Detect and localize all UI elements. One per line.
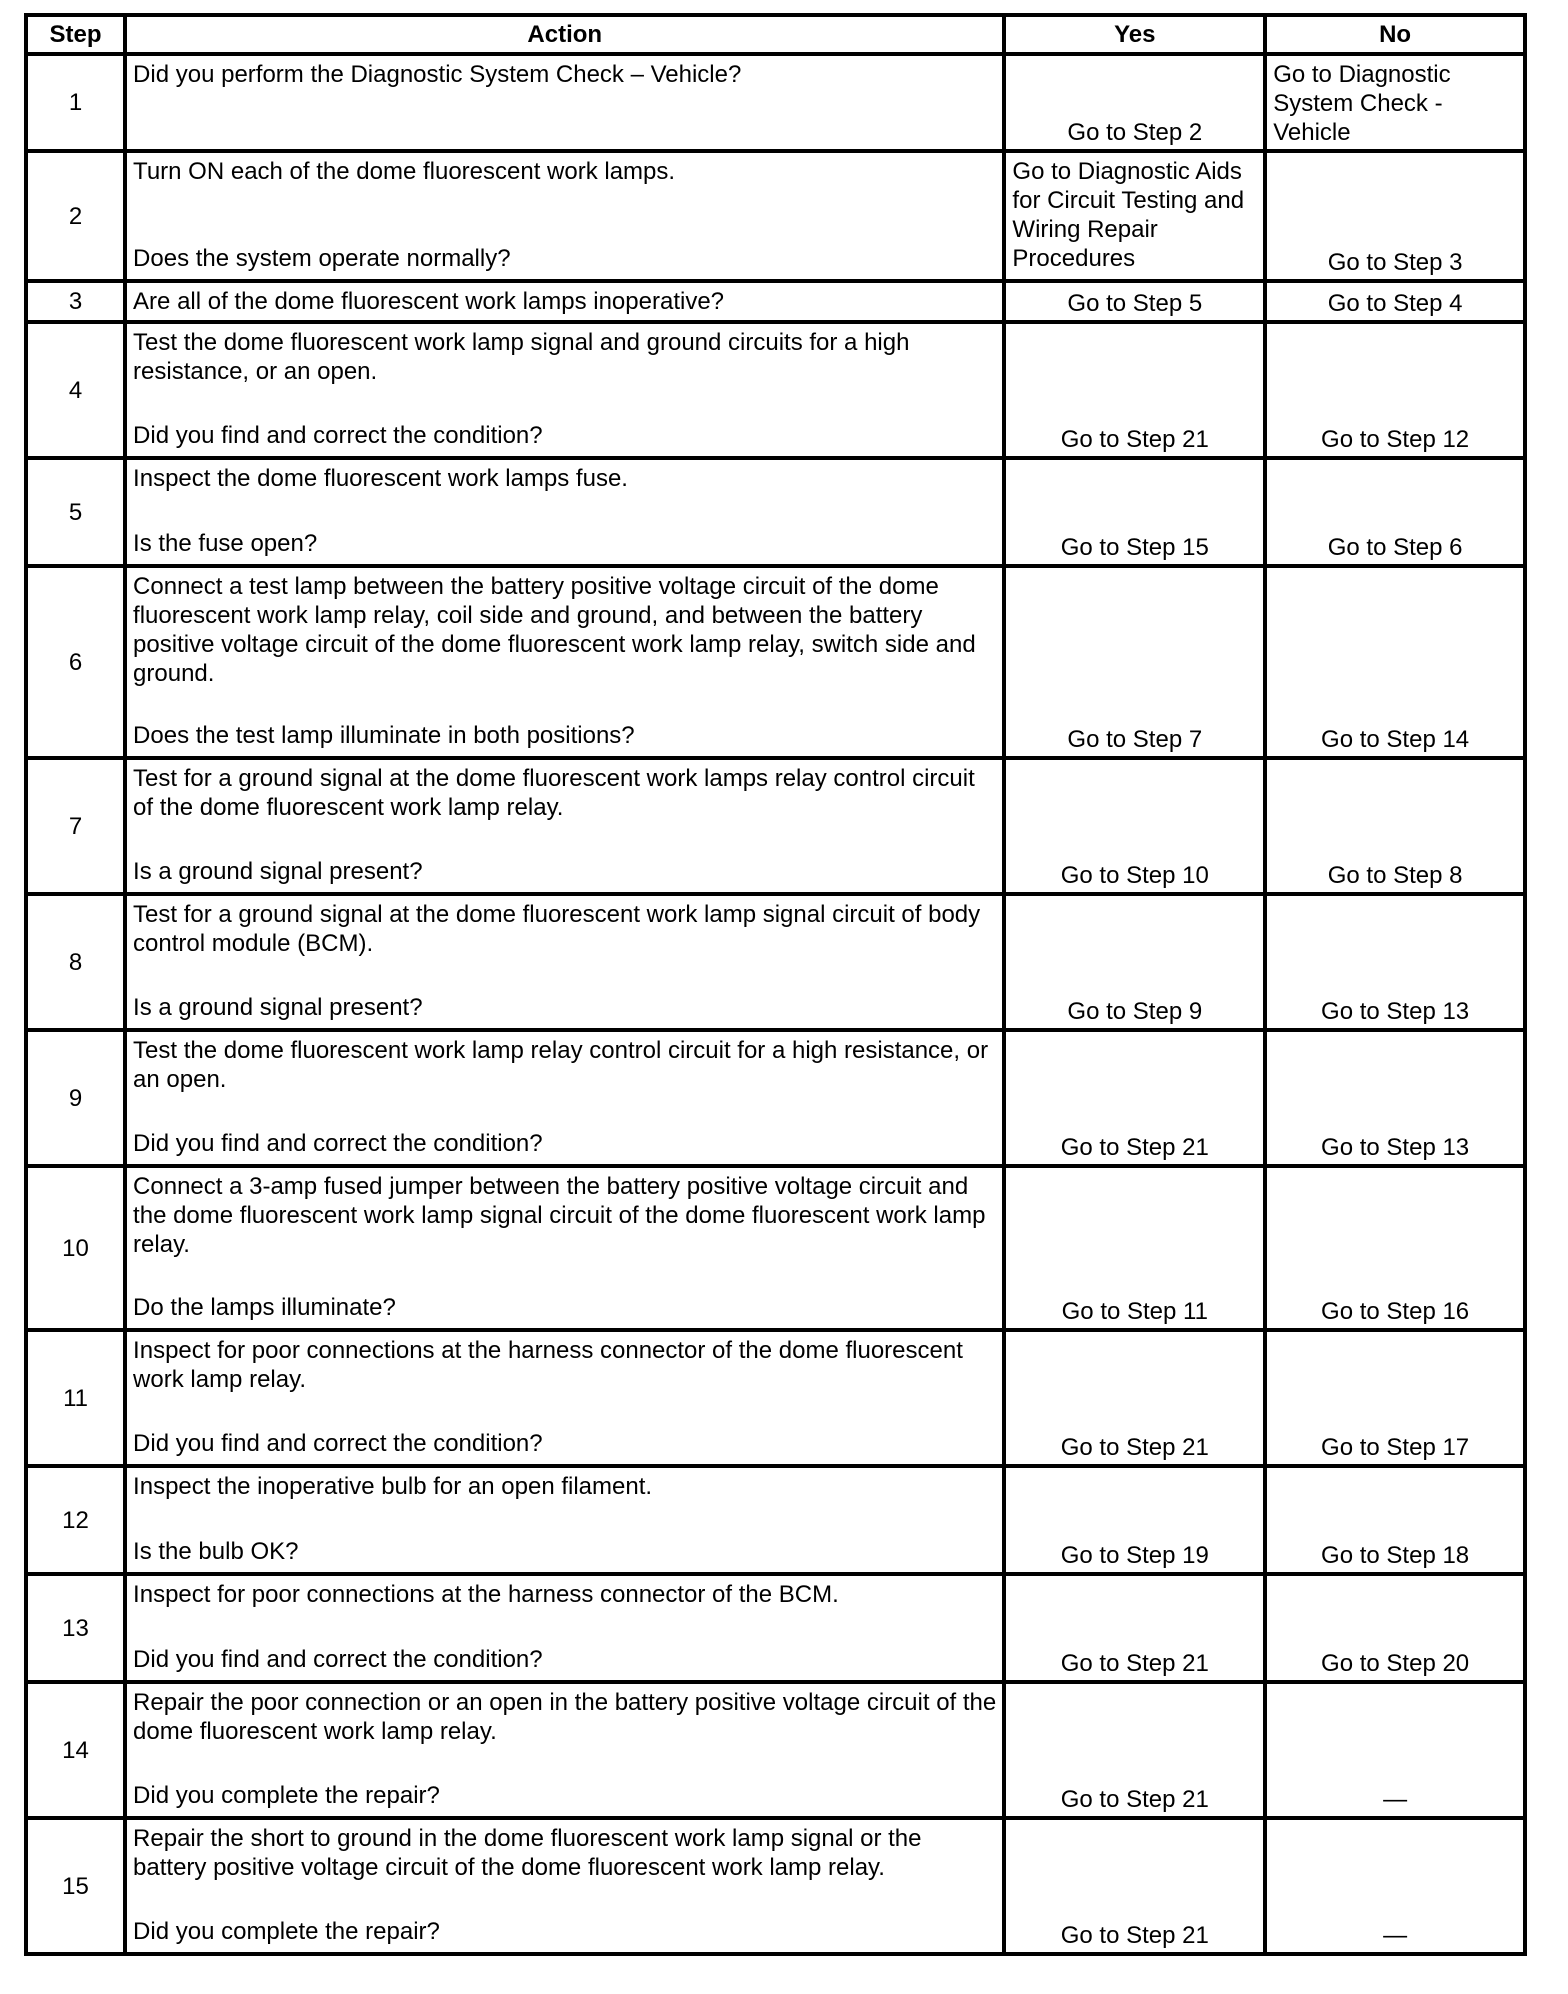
header-action: Action <box>125 15 1004 54</box>
no-result <box>1265 1466 1525 1574</box>
action-cell <box>125 1818 1004 1954</box>
table-row <box>26 458 1525 566</box>
yes-text: Go to Step 11 <box>1061 1298 1208 1325</box>
action-question: Does the system operate normally? <box>133 245 511 272</box>
yes-result <box>1004 894 1265 1030</box>
table-row <box>26 758 1525 894</box>
no-text: Go to Step 20 <box>1321 1650 1470 1677</box>
yes-result <box>1004 1166 1265 1330</box>
no-result <box>1265 322 1525 458</box>
yes-result <box>1004 1574 1265 1682</box>
no-result <box>1265 281 1525 322</box>
table-row <box>26 1818 1525 1954</box>
no-text: Go to Step 16 <box>1321 1298 1470 1325</box>
step-number: 6 <box>26 566 125 758</box>
no-result <box>1265 1030 1525 1166</box>
action-question: Did you complete the repair? <box>133 1782 440 1809</box>
no-text: Go to Diagnostic System Check - Vehicle <box>1273 61 1451 146</box>
action-question: Does the test lamp illuminate in both positions? <box>133 722 635 749</box>
action-cell <box>125 322 1004 458</box>
action-instruction: Inspect the dome fluorescent work lamps fuse. <box>133 465 628 492</box>
table-row <box>26 1574 1525 1682</box>
action-instruction: Connect a 3-amp fused jumper between the battery positive voltage circuit and the dome fluorescent work lamp signal circuit of the dome fluorescent work lamp relay. <box>133 1173 986 1258</box>
no-result <box>1265 566 1525 758</box>
yes-result <box>1004 1818 1265 1954</box>
header-no: No <box>1265 15 1525 54</box>
action-cell <box>125 1682 1004 1818</box>
action-question: Is a ground signal present? <box>133 994 423 1021</box>
no-result <box>1265 1166 1525 1330</box>
table-row <box>26 151 1525 281</box>
yes-result <box>1004 322 1265 458</box>
yes-result <box>1004 458 1265 566</box>
yes-text: Go to Step 10 <box>1060 862 1209 889</box>
no-text: Go to Step 14 <box>1321 726 1470 753</box>
action-cell <box>125 1166 1004 1330</box>
action-cell <box>125 1330 1004 1466</box>
header-yes: Yes <box>1004 15 1265 54</box>
no-result <box>1265 458 1525 566</box>
action-instruction: Inspect for poor connections at the harness connector of the BCM. <box>133 1581 839 1608</box>
action-question: Did you find and correct the condition? <box>133 422 543 449</box>
table-row <box>26 1166 1525 1330</box>
yes-text: Go to Step 19 <box>1060 1542 1209 1569</box>
step-number: 12 <box>26 1466 125 1574</box>
step-number: 11 <box>26 1330 125 1466</box>
step-number: 10 <box>26 1166 125 1330</box>
yes-text: Go to Step 21 <box>1060 1650 1209 1677</box>
yes-result <box>1004 281 1265 322</box>
no-text: Go to Step 13 <box>1321 998 1470 1025</box>
table-row <box>26 1466 1525 1574</box>
action-cell <box>125 151 1004 281</box>
no-text: Go to Step 8 <box>1327 862 1463 889</box>
yes-result <box>1004 1030 1265 1166</box>
yes-result <box>1004 566 1265 758</box>
yes-result <box>1004 758 1265 894</box>
table-row <box>26 566 1525 758</box>
action-question: Is a ground signal present? <box>133 858 423 885</box>
action-instruction: Turn ON each of the dome fluorescent work lamps. <box>133 158 676 185</box>
no-result <box>1265 1818 1525 1954</box>
action-cell <box>125 758 1004 894</box>
table-row <box>26 1030 1525 1166</box>
yes-text: Go to Step 2 <box>1067 119 1203 146</box>
action-instruction: Repair the poor connection or an open in the battery positive voltage circuit of the dome fluorescent work lamp relay. <box>133 1689 997 1745</box>
table-row <box>26 322 1525 458</box>
action-question: Is the fuse open? <box>133 530 318 557</box>
action-question: Do the lamps illuminate? <box>133 1294 396 1321</box>
yes-text: Go to Step 15 <box>1060 534 1209 561</box>
action-question: Did you find and correct the condition? <box>133 1430 543 1457</box>
yes-result <box>1004 1682 1265 1818</box>
step-number: 15 <box>26 1818 125 1954</box>
step-number: 4 <box>26 322 125 458</box>
action-cell <box>125 54 1004 151</box>
action-question: Did you find and correct the condition? <box>133 1130 543 1157</box>
header-row <box>26 15 1525 54</box>
no-text: — <box>1383 1786 1408 1813</box>
action-instruction: Inspect the inoperative bulb for an open filament. <box>133 1473 653 1500</box>
no-text: Go to Step 4 <box>1327 290 1463 317</box>
action-question: Is the bulb OK? <box>133 1538 299 1565</box>
step-number: 7 <box>26 758 125 894</box>
action-question: Did you perform the Diagnostic System Check – Vehicle? <box>133 61 742 88</box>
no-result <box>1265 1682 1525 1818</box>
diagnostic-table <box>24 13 1527 1956</box>
no-result <box>1265 54 1525 151</box>
no-result <box>1265 758 1525 894</box>
action-instruction: Test the dome fluorescent work lamp signal and ground circuits for a high resistance, or an open. <box>133 329 910 385</box>
table-row <box>26 894 1525 1030</box>
action-instruction: Test for a ground signal at the dome fluorescent work lamp signal circuit of body control module (BCM). <box>133 901 981 957</box>
no-text: Go to Step 12 <box>1321 426 1470 453</box>
no-text: Go to Step 17 <box>1321 1434 1470 1461</box>
action-cell <box>125 1574 1004 1682</box>
yes-text: Go to Step 21 <box>1060 1922 1209 1949</box>
action-instruction: Test the dome fluorescent work lamp relay control circuit for a high resistance, or an open. <box>133 1037 989 1093</box>
step-number: 9 <box>26 1030 125 1166</box>
action-instruction: Repair the short to ground in the dome fluorescent work lamp signal or the battery positive voltage circuit of the dome fluorescent work lamp relay. <box>133 1825 922 1881</box>
no-result <box>1265 1574 1525 1682</box>
action-question: Did you complete the repair? <box>133 1918 440 1945</box>
no-text: — <box>1383 1922 1408 1949</box>
yes-text: Go to Step 21 <box>1060 1434 1209 1461</box>
yes-text: Go to Diagnostic Aids for Circuit Testing and Wiring Repair Procedures <box>1012 158 1245 272</box>
action-cell <box>125 281 1004 322</box>
action-question: Are all of the dome fluorescent work lamps inoperative? <box>133 288 725 315</box>
header-step: Step <box>26 15 125 54</box>
yes-result <box>1004 1330 1265 1466</box>
yes-text: Go to Step 9 <box>1067 998 1203 1025</box>
no-text: Go to Step 13 <box>1321 1134 1470 1161</box>
yes-text: Go to Step 21 <box>1060 426 1209 453</box>
action-cell <box>125 894 1004 1030</box>
table-row <box>26 54 1525 151</box>
yes-result <box>1004 1466 1265 1574</box>
no-result <box>1265 1330 1525 1466</box>
yes-text: Go to Step 21 <box>1060 1134 1209 1161</box>
no-text: Go to Step 6 <box>1327 534 1463 561</box>
step-number: 13 <box>26 1574 125 1682</box>
no-result <box>1265 151 1525 281</box>
action-question: Did you find and correct the condition? <box>133 1646 543 1673</box>
yes-result <box>1004 54 1265 151</box>
table-row <box>26 1330 1525 1466</box>
no-text: Go to Step 3 <box>1327 249 1463 276</box>
action-instruction: Inspect for poor connections at the harness connector of the dome fluorescent work lamp relay. <box>133 1337 963 1393</box>
yes-text: Go to Step 7 <box>1067 726 1203 753</box>
no-text: Go to Step 18 <box>1321 1542 1470 1569</box>
yes-text: Go to Step 21 <box>1060 1786 1209 1813</box>
step-number: 8 <box>26 894 125 1030</box>
action-cell <box>125 566 1004 758</box>
table-row <box>26 1682 1525 1818</box>
step-number: 5 <box>26 458 125 566</box>
step-number: 3 <box>26 281 125 322</box>
action-cell <box>125 458 1004 566</box>
step-number: 2 <box>26 151 125 281</box>
action-cell <box>125 1466 1004 1574</box>
action-instruction: Test for a ground signal at the dome fluorescent work lamps relay control circuit of the dome fluorescent work lamp relay. <box>133 765 975 821</box>
table-row <box>26 281 1525 322</box>
action-cell <box>125 1030 1004 1166</box>
yes-text: Go to Step 5 <box>1067 290 1203 317</box>
no-result <box>1265 894 1525 1030</box>
action-instruction: Connect a test lamp between the battery positive voltage circuit of the dome fluorescent work lamp relay, coil side and ground, and between the battery positive voltage circuit of the dome fluorescent work lamp relay, switch side and ground. <box>133 573 976 687</box>
step-number: 1 <box>26 54 125 151</box>
yes-result <box>1004 151 1265 281</box>
step-number: 14 <box>26 1682 125 1818</box>
